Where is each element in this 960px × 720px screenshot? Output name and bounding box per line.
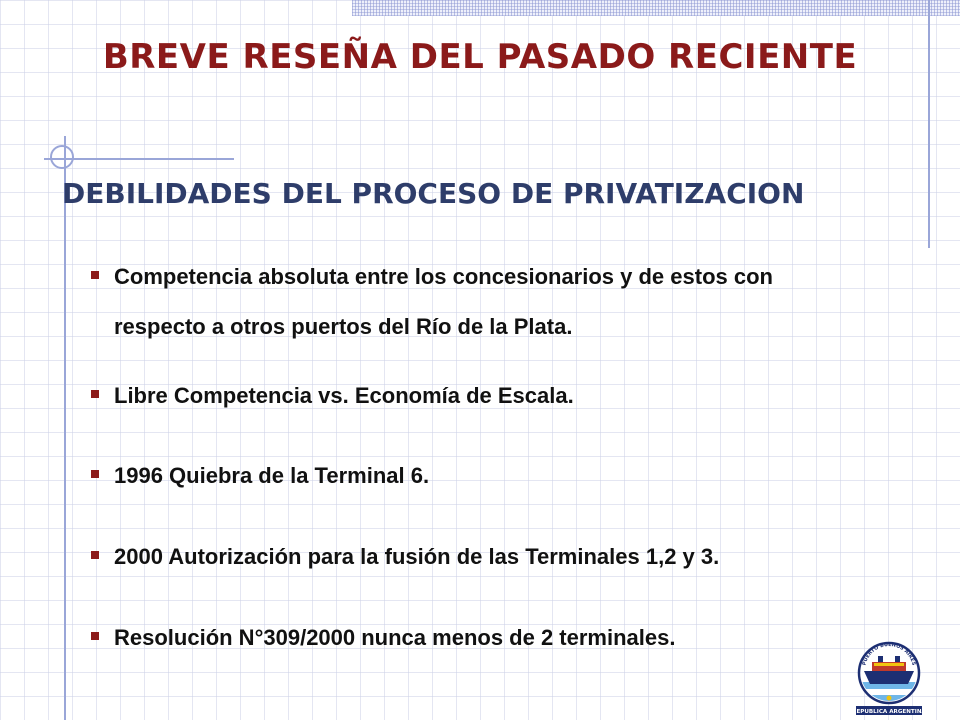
crosshair-circle-icon — [50, 145, 74, 169]
bullet-text: Competencia absoluta entre los concesionarios y de estos con respecto a otros puertos del Río de la Plata. — [114, 264, 773, 339]
bullet-item — [88, 376, 868, 416]
bullet-item — [88, 252, 868, 352]
square-bullet-icon — [91, 390, 99, 398]
bullet-text: 1996 Quiebra de la Terminal 6. — [114, 463, 430, 488]
header-pattern-band — [352, 0, 960, 16]
bullet-item — [88, 537, 868, 577]
bullet-text: Libre Competencia vs. Economía de Escala. — [114, 383, 574, 408]
svg-text:REPUBLICA ARGENTINA: REPUBLICA ARGENTINA — [852, 709, 926, 715]
square-bullet-icon — [91, 470, 99, 478]
square-bullet-icon — [91, 271, 99, 279]
svg-text:PUERTO BUENOS AIRES: PUERTO BUENOS AIRES — [861, 641, 917, 667]
square-bullet-icon — [91, 632, 99, 640]
bullet-item — [88, 618, 868, 658]
decorative-vertical-line-left — [64, 136, 66, 720]
bullet-text: 2000 Autorización para la fusión de las Terminales 1,2 y 3. — [114, 544, 720, 569]
port-emblem-icon — [850, 640, 928, 718]
section-subtitle: DEBILIDADES DEL PROCESO DE PRIVATIZACION — [62, 177, 805, 210]
slide-title: BREVE RESEÑA DEL PASADO RECIENTE — [102, 37, 858, 77]
bullet-item — [88, 456, 868, 496]
bullet-text: Resolución N°309/2000 nunca menos de 2 terminales. — [114, 625, 676, 650]
square-bullet-icon — [91, 551, 99, 559]
